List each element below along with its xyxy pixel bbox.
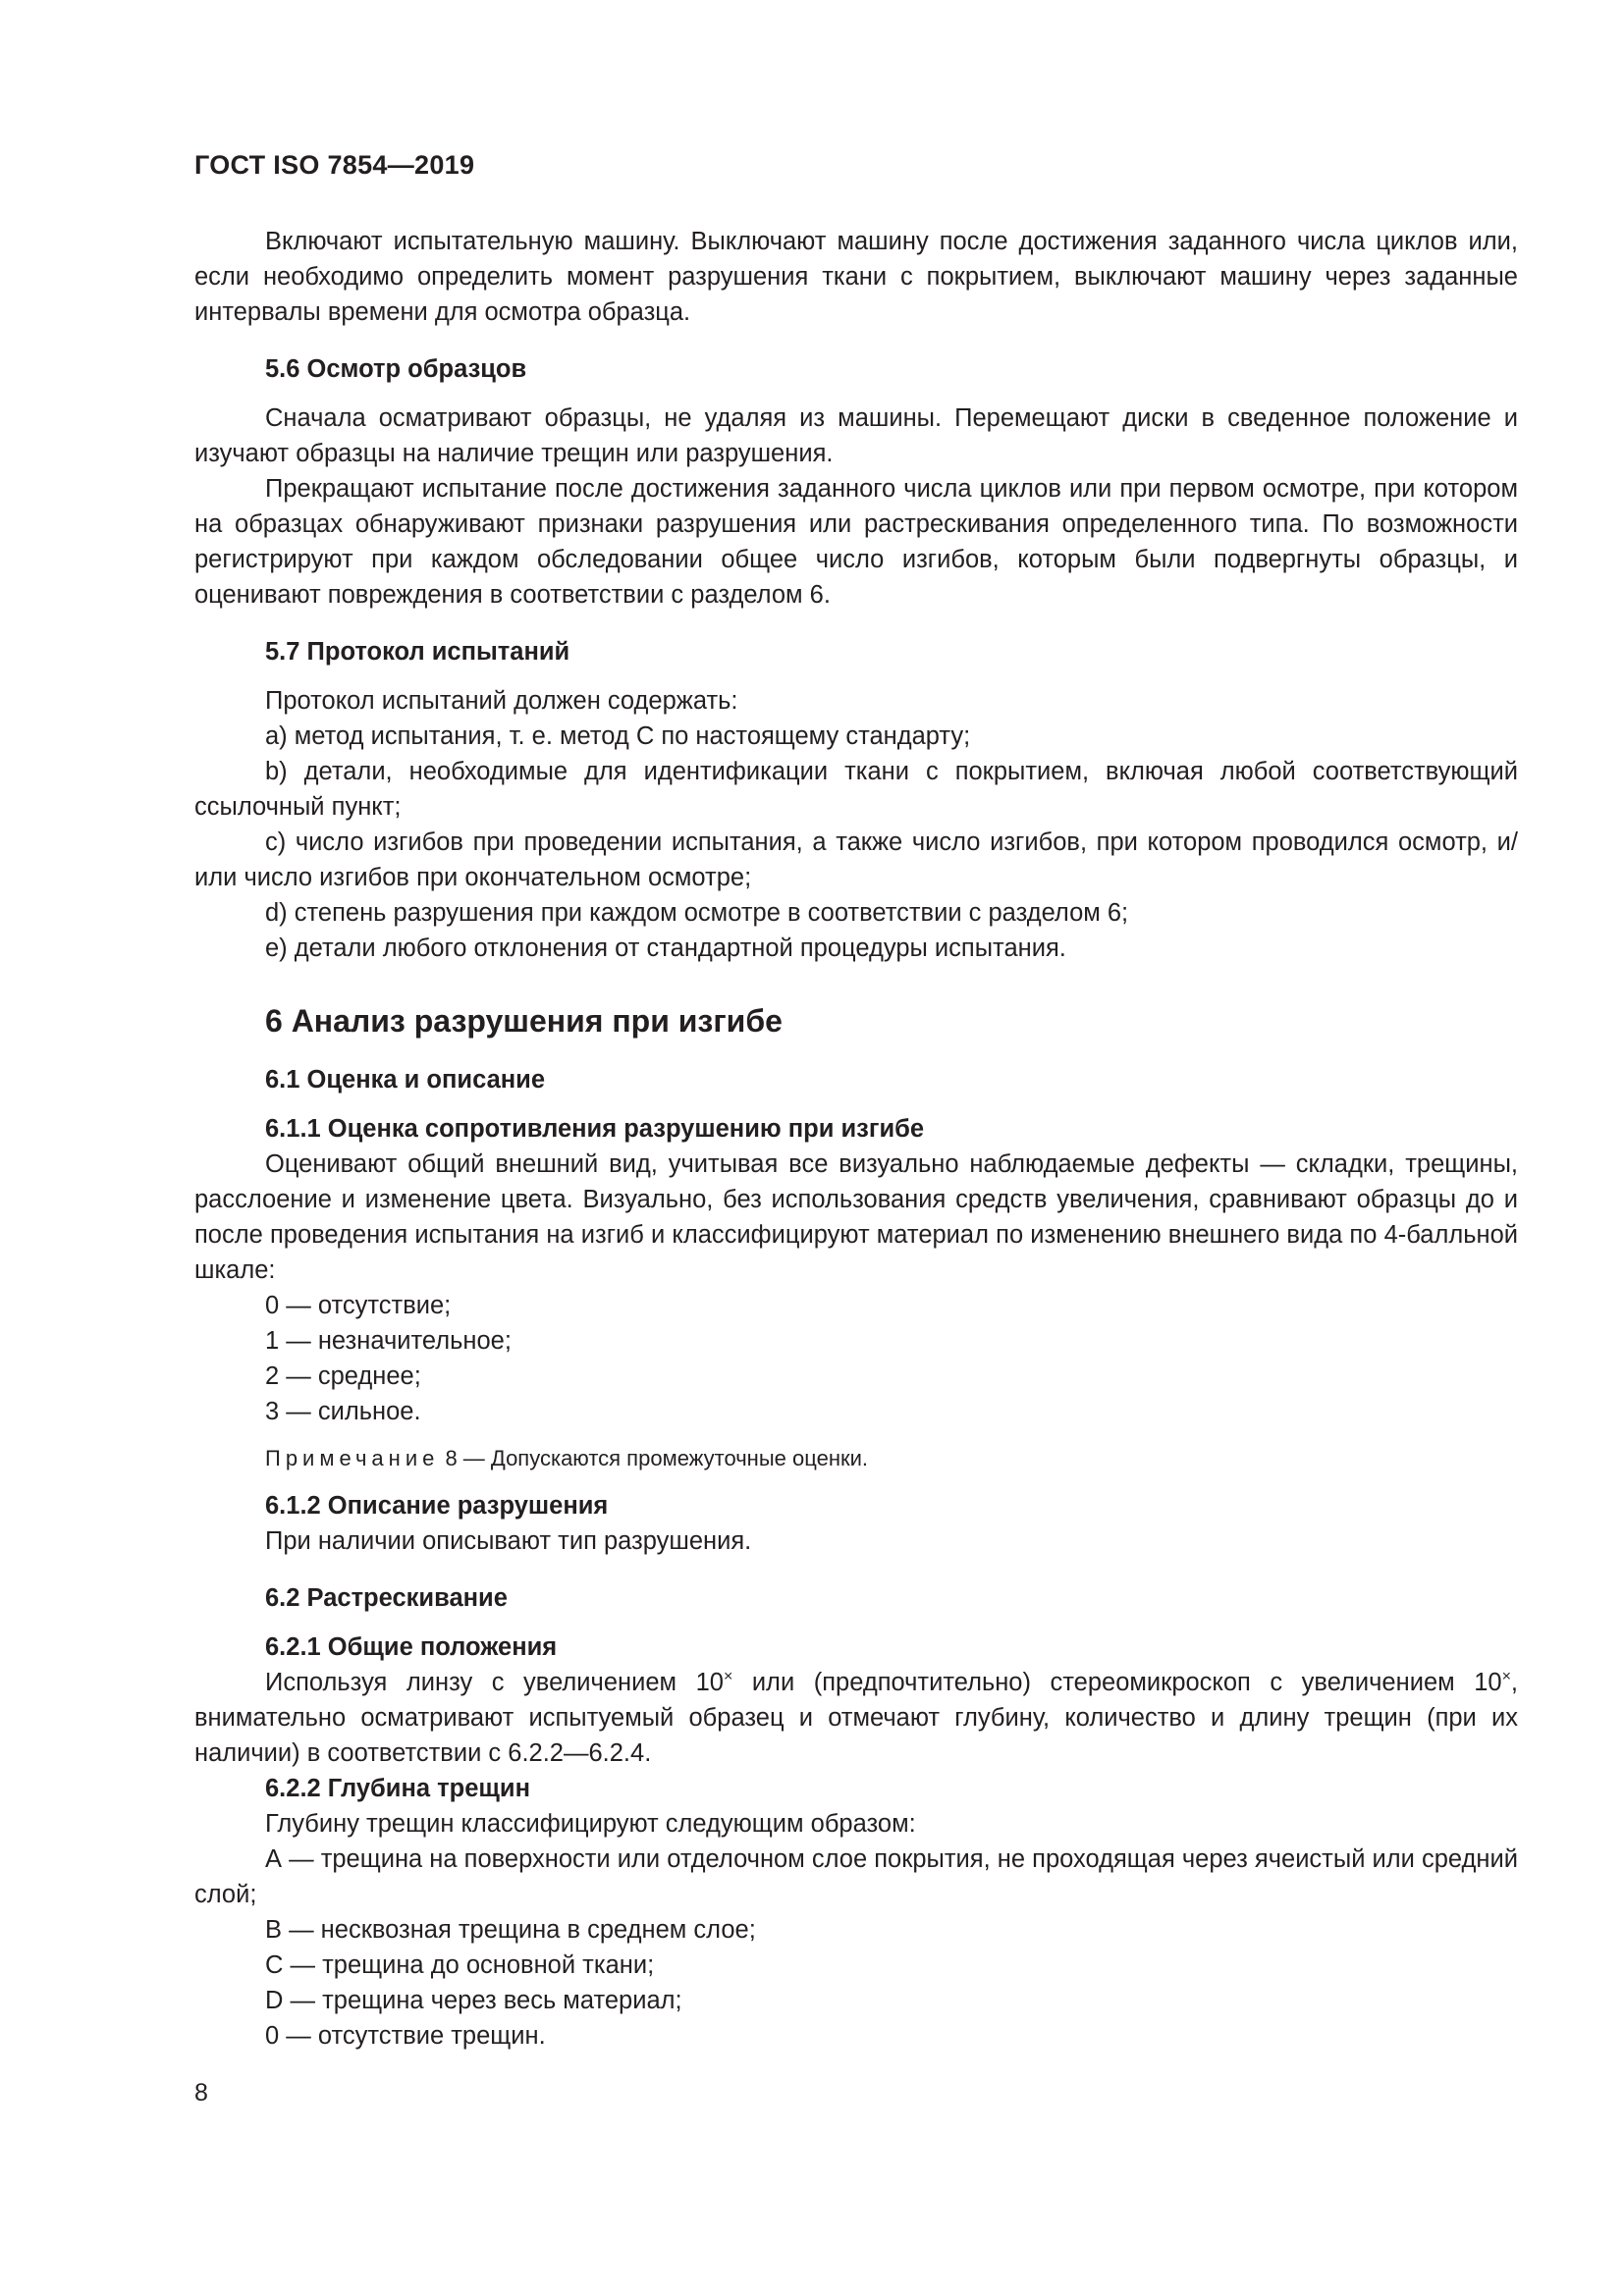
note-text: 8 — Допускаются промежуточные оценки. [439, 1446, 868, 1470]
paragraph: Сначала осматривают образцы, не удаляя из машины. Перемещают диски в сведенное положение и изучают образцы на наличие трещин или разрушения. [194, 404, 1518, 467]
paragraph: Прекращают испытание после достижения заданного числа циклов или при первом осмотре, при котором на образцах обнаруживают признаки разрушения или растрескивания определенного типа. По возможности регистрируют при каждом обследовании общее число изгибов, которым были подвергнуты образцы, и оценивают повреждения в соответствии с разделом 6. [194, 475, 1518, 609]
list-item: С — трещина до основной ткани; [265, 1951, 655, 1979]
document-header: ГОСТ ISO 7854—2019 [194, 150, 475, 180]
list-item: D — трещина через весь материал; [265, 1987, 682, 2014]
section-heading-6-1-1: 6.1.1 Оценка сопротивления разрушению при изгибе [265, 1115, 925, 1143]
section-heading-6-2-1: 6.2.1 Общие положения [265, 1633, 558, 1661]
page-number: 8 [194, 2079, 208, 2107]
paragraph: Оценивают общий внешний вид, учитывая все визуально наблюдаемые дефекты — складки, трещины, расслоение и изменение цвета. Визуально, без использования средств увеличения, сравнивают образцы до и после проведения испытания на изгиб и классифицируют материал по изменению внешнего вида по 4-балльной шкале: [194, 1150, 1518, 1284]
note [194, 1443, 1518, 1474]
scale-item: 3 — сильное. [265, 1398, 421, 1425]
paragraph: Глубину трещин классифицируют следующим образом: [265, 1810, 916, 1838]
list-item: d) степень разрушения при каждом осмотре в соответствии с разделом 6; [265, 899, 1129, 927]
list-item: e) детали любого отклонения от стандартной процедуры испытания. [265, 934, 1066, 962]
note-label: Примечание [265, 1446, 440, 1470]
text-part: или (предпочтительно) стереомикроскоп с увеличением 10 [732, 1669, 1502, 1696]
section-heading-6-1-2: 6.1.2 Описание разрушения [265, 1492, 609, 1520]
superscript: × [723, 1668, 733, 1685]
paragraph: При наличии описывают тип разрушения. [265, 1527, 752, 1555]
list-item: b) детали, необходимые для идентификации ткани с покрытием, включая любой соответствующий ссылочный пункт; [194, 758, 1518, 821]
section-heading-6-1: 6.1 Оценка и описание [265, 1066, 546, 1094]
page-content [194, 224, 1518, 2054]
text-part: , внимательно осматривают испытуемый образец и отмечают глубину, количество и длину трещин (при их наличии) в соответствии с 6.2.2—6.2.4. [194, 1669, 1518, 1767]
list-item: c) число изгибов при проведении испытания, а также число изгибов, при котором проводился осмотр, и/или число изгибов при окончательном осмотре; [194, 828, 1518, 891]
text-part: Используя линзу с увеличением 10 [265, 1669, 724, 1696]
list-item: В — несквозная трещина в среднем слое; [265, 1916, 756, 1944]
scale-item: 2 — среднее; [265, 1362, 421, 1390]
section-heading-6: 6 Анализ разрушения при изгибе [265, 1003, 783, 1039]
paragraph: Протокол испытаний должен содержать: [265, 687, 738, 715]
section-heading-6-2: 6.2 Растрескивание [265, 1584, 508, 1612]
list-item: 0 — отсутствие трещин. [265, 2022, 546, 2050]
paragraph [194, 1665, 1518, 1771]
list-item: a) метод испытания, т. е. метод С по настоящему стандарту; [265, 722, 971, 750]
superscript: × [1501, 1668, 1511, 1685]
paragraph: Включают испытательную машину. Выключают машину после достижения заданного числа циклов или, если необходимо определить момент разрушения ткани с покрытием, выключают машину через заданные интервалы времени для осмотра образца. [194, 228, 1518, 326]
list-item: А — трещина на поверхности или отделочном слое покрытия, не проходящая через ячеистый или средний слой; [194, 1845, 1518, 1908]
scale-item: 1 — незначительное; [265, 1327, 512, 1355]
section-heading-6-2-2: 6.2.2 Глубина трещин [265, 1775, 530, 1802]
section-heading-5-7: 5.7 Протокол испытаний [265, 638, 570, 666]
section-heading-5-6: 5.6 Осмотр образцов [265, 355, 527, 383]
scale-item: 0 — отсутствие; [265, 1292, 452, 1319]
